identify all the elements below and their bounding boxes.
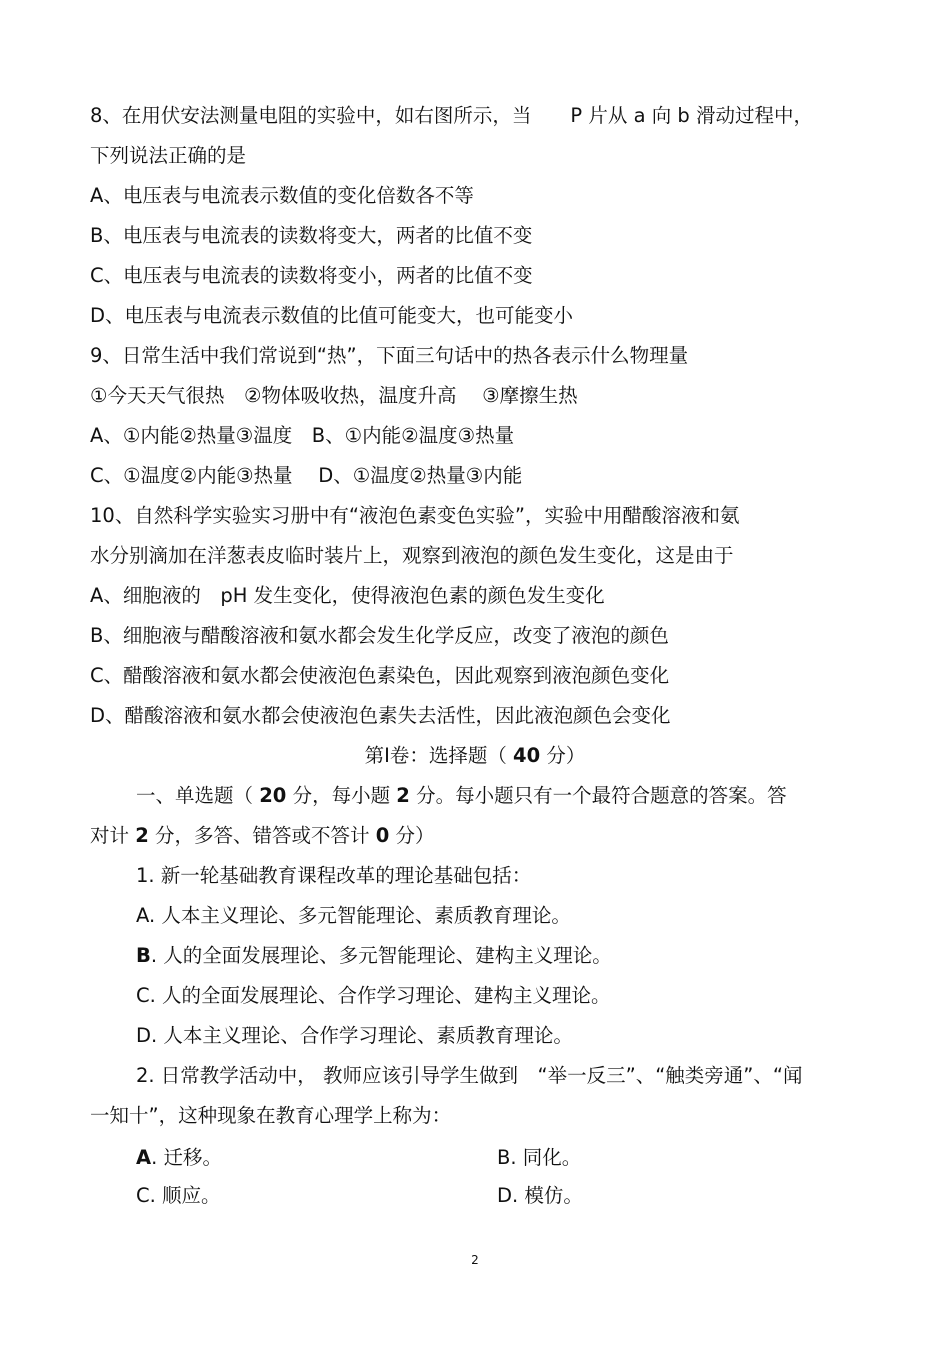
q10-stem-line2: 水分别滴加在洋葱表皮临时装片上，观察到液泡的颜色发生变化，这是由于 <box>90 544 734 567</box>
q10-option-a: A、细胞液的 pH 发生变化，使得液泡色素的颜色发生变化 <box>90 584 605 607</box>
instr-wrong-score: 0 <box>375 824 390 847</box>
q1-option-a-label: A <box>136 904 149 927</box>
instr-text: 对计 <box>90 824 130 847</box>
q1-option-a <box>136 904 571 928</box>
q9-stem: 9、日常生活中我们常说到“热”，下面三句话中的热各表示什么物理量 <box>90 344 689 367</box>
instructions-line2 <box>90 824 435 848</box>
instr-text: 分，多答、错答或不答计 <box>155 824 370 847</box>
q8-stem-line1: 8、在用伏安法测量电阻的实验中，如右图所示，当 P 片从 a 向 b 滑动过程中， <box>90 104 813 127</box>
instr-text: 分） <box>395 824 435 847</box>
q2-stem-line2: 一知十”，这种现象在教育心理学上称为： <box>90 1104 452 1127</box>
instr-text: 分。每小题只有一个最符合题意的答案。答 <box>416 784 787 807</box>
q8-option-c: C、电压表与电流表的读数将变小，两者的比值不变 <box>90 264 533 287</box>
instr-per-question-score: 2 <box>396 784 410 807</box>
q2-option-a <box>136 1146 222 1170</box>
instr-text: 一、单选题（ <box>136 784 254 807</box>
q2-option-c: C. 顺应。 <box>136 1184 221 1207</box>
q8-option-d: D、电压表与电流表示数值的比值可能变大，也可能变小 <box>90 304 574 327</box>
q1-option-d: D. 人本主义理论、合作学习理论、素质教育理论。 <box>136 1024 573 1047</box>
part1-title <box>0 744 950 768</box>
q1-option-b-text: . 人的全面发展理论、多元智能理论、建构主义理论。 <box>150 944 612 967</box>
q1-option-b <box>136 944 612 968</box>
q2-option-d: D. 模仿。 <box>497 1184 583 1207</box>
q9-options-cd: C、①温度②内能③热量 D、①温度②热量③内能 <box>90 464 523 487</box>
q9-sentences: ①今天天气很热 ②物体吸收热，温度升高 ③摩擦生热 <box>90 384 578 407</box>
q9-options-ab: A、①内能②热量③温度 B、①内能②温度③热量 <box>90 424 515 447</box>
q1-option-a-text: . 人本主义理论、多元智能理论、素质教育理论。 <box>149 904 571 927</box>
q8-option-b: B、电压表与电流表的读数将变大，两者的比值不变 <box>90 224 533 247</box>
page-number: 2 <box>471 1253 479 1267</box>
instr-correct-score: 2 <box>135 824 149 847</box>
q8-stem-line2: 下列说法正确的是 <box>90 144 247 167</box>
q2-option-a-label: A <box>136 1146 152 1169</box>
q10-stem-line1: 10、自然科学实验实习册中有“液泡色素变色实验”，实验中用醋酸溶液和氨 <box>90 504 740 527</box>
q10-option-d: D、醋酸溶液和氨水都会使液泡色素失去活性，因此液泡颜色会变化 <box>90 704 671 727</box>
instr-text: 分，每小题 <box>292 784 391 807</box>
q2-stem-line1: 2. 日常教学活动中， 教师应该引导学生做到 “举一反三”、“触类旁通”、“闻 <box>136 1064 803 1087</box>
part1-title-c: 分） <box>546 744 586 767</box>
q10-option-b: B、细胞液与醋酸溶液和氨水都会发生化学反应，改变了液泡的颜色 <box>90 624 669 647</box>
part1-title-a: 第Ⅰ卷：选择题（ <box>364 744 507 767</box>
q2-option-a-text: . 迁移。 <box>151 1146 222 1169</box>
instr-total-score: 20 <box>259 784 287 807</box>
q1-option-b-label: B <box>136 944 151 967</box>
q1-option-c: C. 人的全面发展理论、合作学习理论、建构主义理论。 <box>136 984 611 1007</box>
q8-option-a: A、电压表与电流表示数值的变化倍数各不等 <box>90 184 474 207</box>
instructions-line1 <box>136 784 787 808</box>
q10-option-c: C、醋酸溶液和氨水都会使液泡色素染色，因此观察到液泡颜色变化 <box>90 664 670 687</box>
part1-title-score: 40 <box>513 744 541 767</box>
q2-option-b: B. 同化。 <box>497 1146 582 1169</box>
q1-stem: 1. 新一轮基础教育课程改革的理论基础包括： <box>136 864 532 887</box>
